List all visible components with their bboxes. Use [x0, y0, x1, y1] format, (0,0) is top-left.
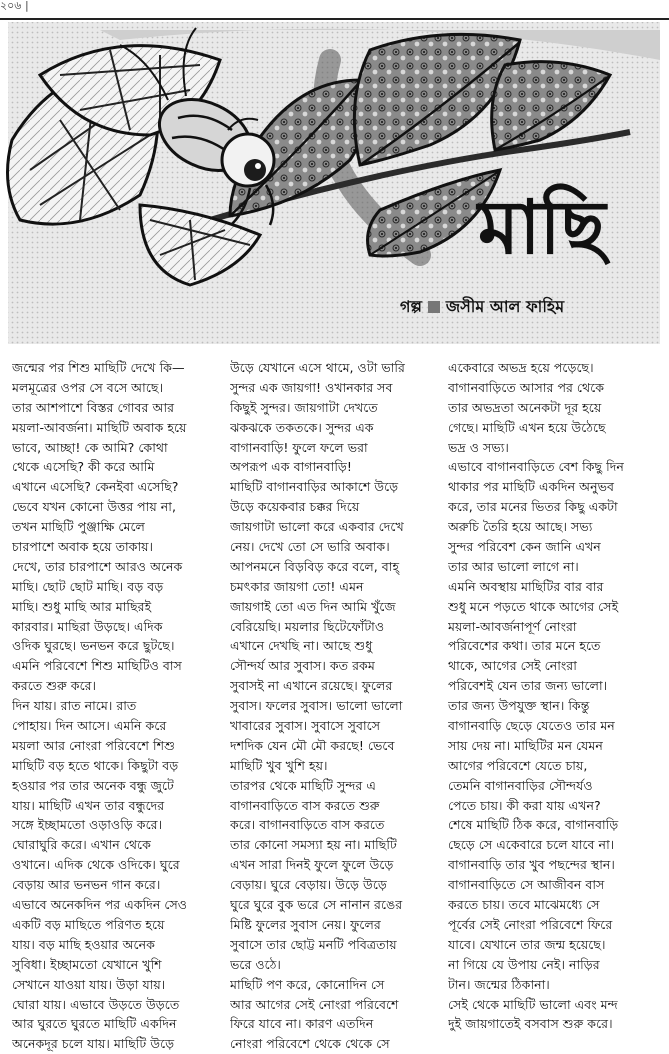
text-line: থেকে এসেছি? কী করে আমি	[12, 459, 155, 475]
text-line: এমনি পরিবেশে শিশু মাছিটিও বাস	[12, 658, 182, 674]
text-line: তার আর ভালো লাগে না।	[448, 558, 579, 574]
text-line: শেষে মাছিটি ঠিক করে, বাগানবাড়ি	[448, 817, 619, 833]
text-line: সুন্দর এক জায়গা! ওখানকার সব	[230, 379, 393, 395]
text-line: পোহায়। দিন আসে। এমনি করে	[12, 718, 167, 734]
text-line: অপরূপ এক বাগানবাড়ি!	[230, 459, 352, 475]
text-line: ময়লা-আবর্জনাপূর্ণ নোংরা	[448, 618, 577, 634]
text-line: বাগানবাড়িতে সে আজীবন বাস	[448, 877, 605, 893]
text-line: করতে চায়। তবে মাঝেমধ্যে সে	[448, 897, 600, 913]
text-line: পেতে চায়। কী করা যায় এখন?	[448, 797, 601, 813]
text-line: আগের পরিবেশে যেতে চায়,	[448, 757, 588, 773]
text-line: সুবাসে তার ছোট্ট মনটি পবিত্রতায়	[230, 936, 397, 952]
text-line: জায়গাই তো এত দিন আমি খুঁজে	[230, 598, 396, 614]
text-line: সুবাসই না এখানে রয়েছে। ফুলের	[230, 678, 393, 694]
text-line: পূর্বের সেই নোংরা পরিবেশে ফিরে	[448, 916, 613, 932]
text-line: গেছে। মাছিটি এখন হয়ে উঠেছে	[448, 419, 606, 435]
text-line: অনেকদূর চলে যায়। মাছিটি উড়ে	[12, 1036, 175, 1052]
text-line: হওয়ার পর তার অনেক বন্ধু জুটে	[12, 777, 174, 793]
story-byline	[400, 294, 564, 321]
text-line: থাকে, আগের সেই নোংরা	[448, 658, 577, 674]
text-line: সুবাস। ফলের সুবাস। ভালো ভালো	[230, 698, 403, 714]
text-line: জন্মের পর শিশু মাছিটি দেখে কি—	[12, 360, 185, 375]
text-line: মলমূত্রের ওপর সে বসে আছে।	[12, 379, 164, 395]
story-genre: গল্প	[400, 297, 422, 316]
text-line: এখন সারা দিনই ফুলে ফুলে উড়ে	[230, 857, 394, 873]
text-line: আর ঘুরতে ঘুরতে মাছিটি একদিন	[12, 1016, 177, 1032]
text-line: তখন মাছিটি পুঞ্জাক্ষি মেলে	[12, 519, 145, 535]
text-line: থাকার পর মাছিটি একদিন অনুভব	[448, 479, 614, 495]
text-line: ভরে ওঠে।	[230, 956, 281, 972]
text-line: করে। বাগানবাড়িতে বাস করতে	[230, 817, 385, 833]
text-line: দশদিক যেন মৌ মৌ করছে! ভেবে	[230, 737, 395, 753]
text-line: তার অভদ্রতা অনেকটা দূর হয়ে	[448, 399, 602, 415]
text-line: এখানে এসেছি? কেনইবা এসেছি?	[12, 479, 179, 495]
text-line: ছেড়ে সে একেবারে চলে যাবে না।	[448, 837, 615, 853]
text-line: এভাবে অনেকদিন পর একদিন সেও	[12, 897, 188, 913]
text-line: সৌন্দর্য আর সুবাস। কত রকম	[230, 658, 375, 674]
text-line: ঝকঝকে তকতকে। সুন্দর এক	[230, 419, 374, 435]
text-line: দুই জায়গাতেই বসবাস শুরু করে।	[448, 1016, 613, 1032]
text-line: ফিরে যাবে না। কারণ এতদিন	[230, 1016, 374, 1032]
page-header-strip	[0, 0, 669, 20]
text-line: একেবারে অভদ্র হয়ে পড়েছে।	[448, 360, 594, 375]
text-line: এভাবে বাগানবাড়িতে বেশ কিছু দিন	[448, 459, 624, 475]
text-line: তার আশপাশে বিস্তর গোবর আর	[12, 399, 175, 415]
text-line: মাছিটি খুব খুশি হয়।	[230, 757, 328, 773]
text-line: ঘোরা যায়। এভাবে উড়তে উড়তে	[12, 996, 180, 1012]
text-line: এমনি অবস্থায় মাছিটির বার বার	[448, 578, 604, 594]
text-line: আর আগের সেই নোংরা পরিবেশে	[230, 996, 399, 1012]
text-line: বাগানবাড়িতে আসার পর থেকে	[448, 379, 605, 395]
text-line: মাছিটি বাগানবাড়ির আকাশে উড়ে	[230, 479, 399, 495]
text-line: মিষ্টি ফুলের সুবাস নেয়। ফুলের	[230, 916, 381, 932]
text-line: তার কোনো সমস্যা হয় না। মাছিটি	[230, 837, 397, 853]
text-line: অরুচি তৈরি হয়ে আছে। সভ্য	[448, 519, 593, 535]
text-line: উড়ে যেখানে এসে থামে, ওটা ভারি	[230, 360, 405, 375]
text-line: ঘুরে ঘুরে বুক ভরে সে নানান রঙের	[230, 897, 403, 913]
text-line: যায়। মাছিটি এখন তার বন্ধুদের	[12, 797, 165, 813]
text-line: না গিয়ে যে উপায় নেই। নাড়ির	[448, 956, 600, 972]
text-line: তার জন্য উপযুক্ত স্থান। কিন্তু	[448, 698, 590, 714]
text-line: শুধু মনে পড়তে থাকে আগের সেই	[448, 598, 619, 614]
text-line: তেমনি বাগানবাড়ির সৌন্দর্যও	[448, 777, 593, 793]
text-line: মাছি। ছোট ছোট মাছি। বড় বড়	[12, 578, 164, 594]
text-line: বাগানবাড়ি ছেড়ে যেতেও তার মন	[448, 718, 615, 734]
text-line: যায়। বড় মাছি হওয়ার অনেক	[12, 936, 155, 952]
story-title: মাছি	[478, 185, 605, 271]
text-line: সেই থেকে মাছিটি ভালো এবং মন্দ	[448, 996, 618, 1012]
text-line: তারপর থেকে মাছিটি সুন্দর এ	[230, 777, 376, 793]
text-line: চমৎকার জায়গা তো! এমন	[230, 578, 364, 594]
text-line: ভদ্র ও সভ্য।	[448, 439, 509, 455]
text-line: করে, তার মনের ভিতর কিছু একটা	[448, 499, 618, 515]
text-line: মাছিটি পণ করে, কোনোদিন সে	[230, 976, 385, 992]
text-line: জায়গাটা ভালো করে একবার দেখে	[230, 519, 404, 535]
text-line: ময়লা-আবর্জনা। মাছিটি অবাক হয়ে	[12, 419, 187, 435]
text-line: করতে শুরু করে।	[12, 678, 97, 694]
text-line: বাগানবাড়ি! ফুলে ফলে ভরা	[230, 439, 368, 455]
text-line: খাবারের সুবাস। সুবাসে সুবাসে	[230, 718, 381, 734]
text-line: চারপাশে অবাক হয়ে তাকায়।	[12, 539, 154, 555]
text-line: টান। জন্মের ঠিকানা।	[448, 976, 550, 992]
text-line: ঘোরাঘুরি করে। এখান থেকে	[12, 837, 151, 853]
text-line: সঙ্গে ইচ্ছামতো ওড়াওড়ি করে।	[12, 817, 163, 833]
text-line: কিছুই সুন্দর। জায়গাটা দেখতে	[230, 399, 378, 415]
text-line: সুন্দর পরিবেশ কেন জানি এখন	[448, 539, 601, 555]
text-line: ওদিক ঘুরছে। ভনভন করে ছুটছে।	[12, 638, 175, 654]
text-line: মাছিটি বড় হতে থাকে। কিছুটা বড়	[12, 757, 179, 773]
text-line: পরিবেশের কথা। তার মনে হতে	[448, 638, 601, 654]
text-line: ওখানে। এদিক থেকে ওদিকে। ঘুরে	[12, 857, 180, 873]
text-line: ভাবে, আচ্ছা! কে আমি? কোথা	[12, 439, 168, 455]
text-line: সেখানে যাওয়া যায়। উড়া যায়।	[12, 976, 166, 992]
separator-square-icon	[428, 301, 440, 313]
text-line: নোংরা পরিবেশে থেকে থেকে সে	[230, 1036, 390, 1052]
text-column-2	[230, 358, 435, 1054]
text-line: বাগানবাড়িতে বাস করতে শুরু	[230, 797, 380, 813]
text-line: যাবে। যেখানে তার জন্ম হয়েছে।	[448, 936, 606, 952]
text-line: এখানে দেখছি না। আছে শুধু	[230, 638, 373, 654]
text-line: কারবার। মাছিরা উড়ছে। এদিক	[12, 618, 163, 634]
story-author: জসীম আল ফাহিম	[445, 297, 565, 316]
text-line: ময়লা আর নোংরা পরিবেশে শিশু	[12, 737, 175, 753]
text-column-1	[12, 358, 217, 1054]
text-column-3	[448, 358, 660, 1034]
text-line: বেরিয়েছি। ময়লার ছিটেফোঁটাও	[230, 618, 385, 634]
text-line: উড়ে কয়েকবার চক্কর দিয়ে	[230, 499, 360, 515]
text-line: বেড়ায় আর ভনভন গান করে।	[12, 877, 161, 893]
text-line: বাগানবাড়ি তার খুব পছন্দের স্থান।	[448, 857, 615, 873]
text-line: দিন যায়। রাত নামে। রাত	[12, 698, 137, 714]
text-line: নেয়। দেখে তো সে ভারি অবাক।	[230, 539, 390, 555]
text-line: পরিবেশই যেন তার জন্য ভালো।	[448, 678, 608, 694]
page-number-mark: ২০৬ |	[0, 0, 29, 12]
text-line: মাছি। শুধু মাছি আর মাছিরই	[12, 598, 152, 614]
text-line: সুবিধা। ইচ্ছামতো যেখানে খুশি	[12, 956, 162, 972]
text-line: একটি বড় মাছিতে পরিণত হয়ে	[12, 916, 165, 932]
text-line: ভেবে যখন কোনো উত্তর পায় না,	[12, 499, 176, 515]
text-line: দেখে, তার চারপাশে আরও অনেক	[12, 558, 183, 574]
text-line: আপনমনে বিড়বিড় করে বলে, বাহ্	[230, 558, 400, 574]
text-line: সায় দেয় না। মাছিটির মন যেমন	[448, 737, 603, 753]
text-line: বেড়ায়। ঘুরে বেড়ায়। উড়ে উড়ে	[230, 877, 387, 893]
